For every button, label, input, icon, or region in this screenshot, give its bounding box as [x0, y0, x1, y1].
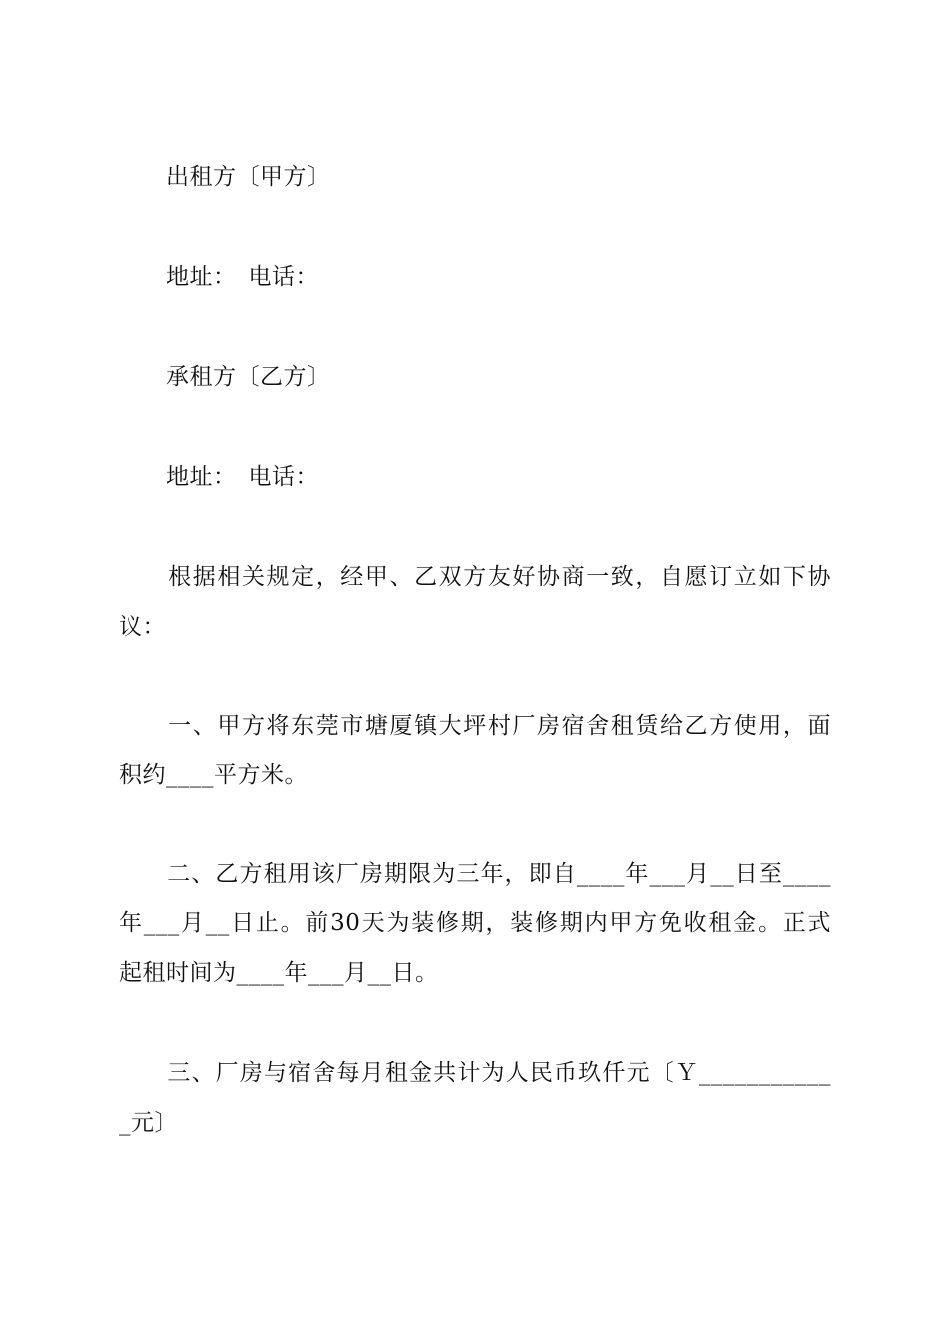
- lessor-label: 出租方〔甲方〕: [166, 164, 331, 190]
- clause-2-line-1: 二、乙方租用该厂房期限为三年，即自____年___月__日至____: [119, 861, 831, 887]
- clause-1-line-2: 积约____平方米。: [119, 762, 308, 788]
- preamble-line-1: 根据相关规定，经甲、乙双方友好协商一致，自愿订立如下协: [119, 564, 831, 590]
- preamble-line-2: 议：: [119, 614, 166, 640]
- clause-2-line-2: 年___月__日止。前30天为装修期，装修期内甲方免收租金。正式: [119, 910, 831, 936]
- clause-3-line-1: 三、厂房与宿舍每月租金共计为人民币玖仟元〔Ｙ___________: [119, 1060, 831, 1086]
- lessee-label: 承租方〔乙方〕: [166, 364, 331, 390]
- lessor-contact: 地址： 电话：: [166, 264, 319, 290]
- clause-1-line-1: 一、甲方将东莞市塘厦镇大坪村厂房宿舍租赁给乙方使用，面: [119, 713, 831, 739]
- lessee-contact: 地址： 电话：: [166, 464, 319, 490]
- clause-3-line-2: _元〕: [119, 1110, 178, 1136]
- clause-2-line-3: 起租时间为____年___月__日。: [119, 960, 439, 986]
